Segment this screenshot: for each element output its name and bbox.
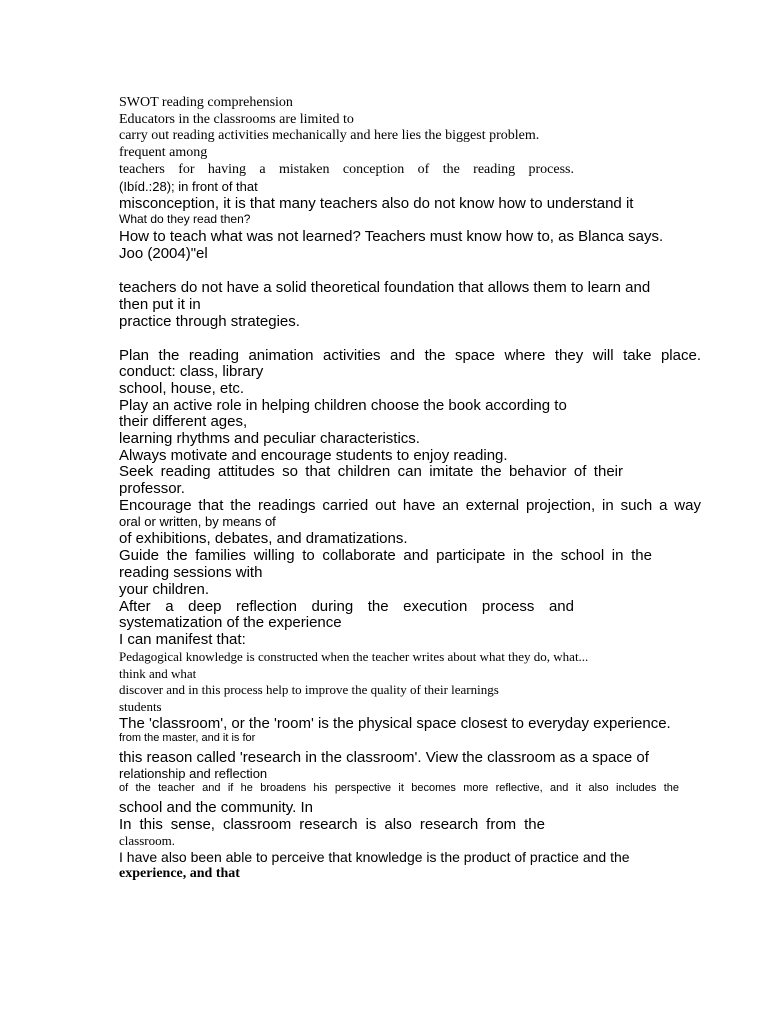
- text-line: relationship and reflection: [119, 766, 268, 781]
- text-line: Always motivate and encourage students to enjoy reading.: [119, 447, 508, 464]
- text-line: Guide the families willing to collaborate and participate in the school in the: [119, 547, 652, 564]
- text-line: Pedagogical knowledge is constructed when the teacher writes about what they do, what...: [119, 649, 589, 664]
- text-line: frequent among: [119, 145, 208, 160]
- text-line: misconception, it is that many teachers also do not know how to understand it: [119, 195, 634, 212]
- text-line: I have also been able to perceive that knowledge is the product of practice and the: [119, 849, 630, 865]
- text-line: professor.: [119, 480, 185, 497]
- text-line: practice through strategies.: [119, 313, 300, 330]
- text-line: After a deep reflection during the execution process and: [119, 598, 574, 615]
- text-line: from the master, and it is for: [119, 732, 256, 744]
- text-line: oral or written, by means of: [119, 514, 276, 529]
- text-line: school, house, etc.: [119, 380, 245, 397]
- text-line: classroom.: [119, 833, 175, 848]
- text-line: teachers do not have a solid theoretical foundation that allows them to learn and: [119, 279, 651, 296]
- text-line: Play an active role in helping children choose the book according to: [119, 397, 567, 414]
- text-line: systematization of the experience: [119, 614, 342, 631]
- text-line: Joo (2004)"el: [119, 245, 208, 262]
- text-line: The 'classroom', or the 'room' is the physical space closest to everyday experience.: [119, 715, 671, 732]
- text-line: school and the community. In: [119, 799, 313, 816]
- text-line: Encourage that the readings carried out have an external projection, in such a way: [119, 497, 701, 514]
- text-line: I can manifest that:: [119, 631, 246, 648]
- text-line: What do they read then?: [119, 212, 251, 226]
- text-line: reading sessions with: [119, 564, 263, 581]
- text-line: discover and in this process help to improve the quality of their learnings: [119, 682, 499, 697]
- text-line: this reason called 'research in the classroom'. View the classroom as a space of: [119, 749, 649, 766]
- text-line: then put it in: [119, 296, 201, 313]
- text-line: Plan the reading animation activities and the space where they will take place.: [119, 347, 701, 364]
- document-title: SWOT reading comprehension: [119, 95, 293, 110]
- text-line: learning rhythms and peculiar characteristics.: [119, 430, 420, 447]
- text-line: Educators in the classrooms are limited to: [119, 112, 354, 127]
- text-line: your children.: [119, 581, 210, 598]
- text-line: of exhibitions, debates, and dramatizations.: [119, 530, 408, 547]
- text-line: How to teach what was not learned? Teachers must know how to, as Blanca says.: [119, 228, 664, 245]
- text-line: think and what: [119, 666, 197, 681]
- text-line: teachers for having a mistaken conception of the reading process.: [119, 162, 574, 177]
- text-line: of the teacher and if he broadens his perspective it becomes more reflective, and it also includes the: [119, 782, 679, 794]
- text-line: students: [119, 699, 162, 714]
- text-line: (Ibíd.:28); in front of that: [119, 179, 258, 194]
- text-line: carry out reading activities mechanically and here lies the biggest problem.: [119, 128, 540, 143]
- text-line: In this sense, classroom research is also research from the: [119, 816, 545, 833]
- text-line: Seek reading attitudes so that children can imitate the behavior of their: [119, 463, 623, 480]
- text-line: experience, and that: [119, 866, 240, 881]
- text-line: their different ages,: [119, 413, 248, 430]
- text-line: conduct: class, library: [119, 363, 264, 380]
